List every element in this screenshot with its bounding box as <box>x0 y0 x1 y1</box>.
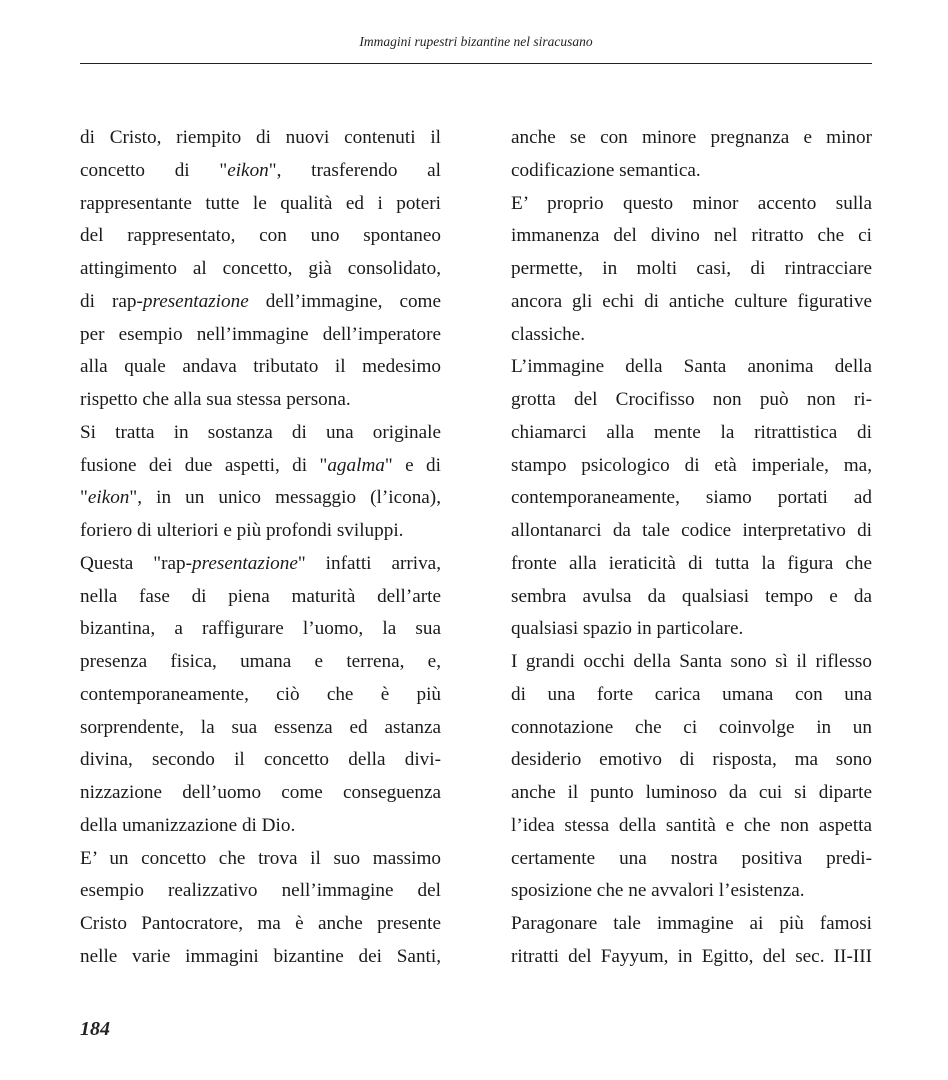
text-line: di Cristo, riempito di nuovi contenuti il <box>80 127 441 148</box>
text-line: certamente una nostra positiva predi- <box>511 847 872 869</box>
text-line: permette, in molti casi, di rintracciare <box>511 258 872 279</box>
text-line: di una forte carica umana con una <box>511 683 872 705</box>
text-line: E’ un concetto che trova il suo massimo <box>80 847 441 869</box>
text-line: sorprendente, la sua essenza ed astanza <box>80 716 441 738</box>
text-line: per esempio nell’immagine dell’imperatore <box>80 323 441 345</box>
text-line: nella fase di piena maturità dell’arte <box>80 585 441 607</box>
text-line: sposizione che ne avvalori l’esistenza. <box>511 880 805 902</box>
text-line: I grandi occhi della Santa sono sì il riflesso <box>511 651 872 672</box>
text-line: l’idea stessa della santità e che non aspetta <box>511 814 872 836</box>
text-line: stampo psicologico di età imperiale, ma, <box>511 454 872 476</box>
text-line: contemporaneamente, ciò che è più <box>80 683 441 705</box>
text-line: nelle varie immagini bizantine dei Santi, <box>80 945 441 967</box>
text-line: codificazione semantica. <box>511 159 701 181</box>
text-line: Paragonare tale immagine ai più famosi <box>511 913 872 934</box>
text-line: grotta del Crocifisso non può non ri- <box>511 389 872 410</box>
text-line: fusione dei due aspetti, di "agalma" e di <box>80 454 441 476</box>
page-number: 184 <box>80 1018 110 1040</box>
text-line: attingimento al concetto, già consolidato, <box>80 258 441 279</box>
text-line: L’immagine della Santa anonima della <box>511 356 872 378</box>
text-line: qualsiasi spazio in particolare. <box>511 618 744 640</box>
text-line: rispetto che alla sua stessa persona. <box>80 389 351 410</box>
text-line: ritratti del Fayyum, in Egitto, del sec. II-III <box>511 945 872 967</box>
text-line: fronte alla ieraticità di tutta la figura che <box>511 552 872 574</box>
text-line: della umanizzazione di Dio. <box>80 814 296 836</box>
text-line: E’ proprio questo minor accento sulla <box>511 192 872 214</box>
text-line: anche il punto luminoso da cui si diparte <box>511 782 872 803</box>
header-rule <box>80 63 872 64</box>
text-line: concetto di "eikon", trasferendo al <box>80 159 441 181</box>
text-line: alla quale andava tributato il medesimo <box>80 356 441 378</box>
text-line: allontanarci da tale codice interpretativo di <box>511 520 872 541</box>
right-column <box>511 122 872 974</box>
text-line: nizzazione dell’uomo come conseguenza <box>80 782 441 803</box>
text-line: anche se con minore pregnanza e minor <box>511 127 872 148</box>
text-line: ancora gli echi di antiche culture figurative <box>511 290 872 312</box>
text-line: desiderio emotivo di risposta, ma sono <box>511 749 872 771</box>
text-line: presenza fisica, umana e terrena, e, <box>80 651 441 672</box>
text-line: "eikon", in un unico messaggio (l’icona), <box>80 487 441 509</box>
text-line: Questa "rap-presentazione" infatti arriva, <box>80 552 441 574</box>
text-line: contemporaneamente, siamo portati ad <box>511 487 872 509</box>
text-line: connotazione che ci coinvolge in un <box>511 716 872 738</box>
text-line: chiamarci alla mente la ritrattistica di <box>511 421 872 443</box>
text-line: Si tratta in sostanza di una originale <box>80 421 441 443</box>
text-line: foriero di ulteriori e più profondi sviluppi. <box>80 520 404 541</box>
text-line: rappresentante tutte le qualità ed i poteri <box>80 192 441 214</box>
text-line: Cristo Pantocratore, ma è anche presente <box>80 913 441 934</box>
text-line: classiche. <box>511 323 586 345</box>
text-line: sembra avulsa da qualsiasi tempo e da <box>511 585 872 607</box>
text-line: esempio realizzativo nell’immagine del <box>80 880 441 902</box>
text-line: immanenza del divino nel ritratto che ci <box>511 225 872 247</box>
text-line: del rappresentato, con uno spontaneo <box>80 225 441 247</box>
left-column <box>80 122 441 974</box>
text-line: bizantina, a raffigurare l’uomo, la sua <box>80 618 441 640</box>
text-line: di rap-presentazione dell’immagine, come <box>80 290 441 312</box>
running-head: Immagini rupestri bizantine nel siracusano <box>359 34 593 49</box>
text-line: divina, secondo il concetto della divi- <box>80 749 441 771</box>
